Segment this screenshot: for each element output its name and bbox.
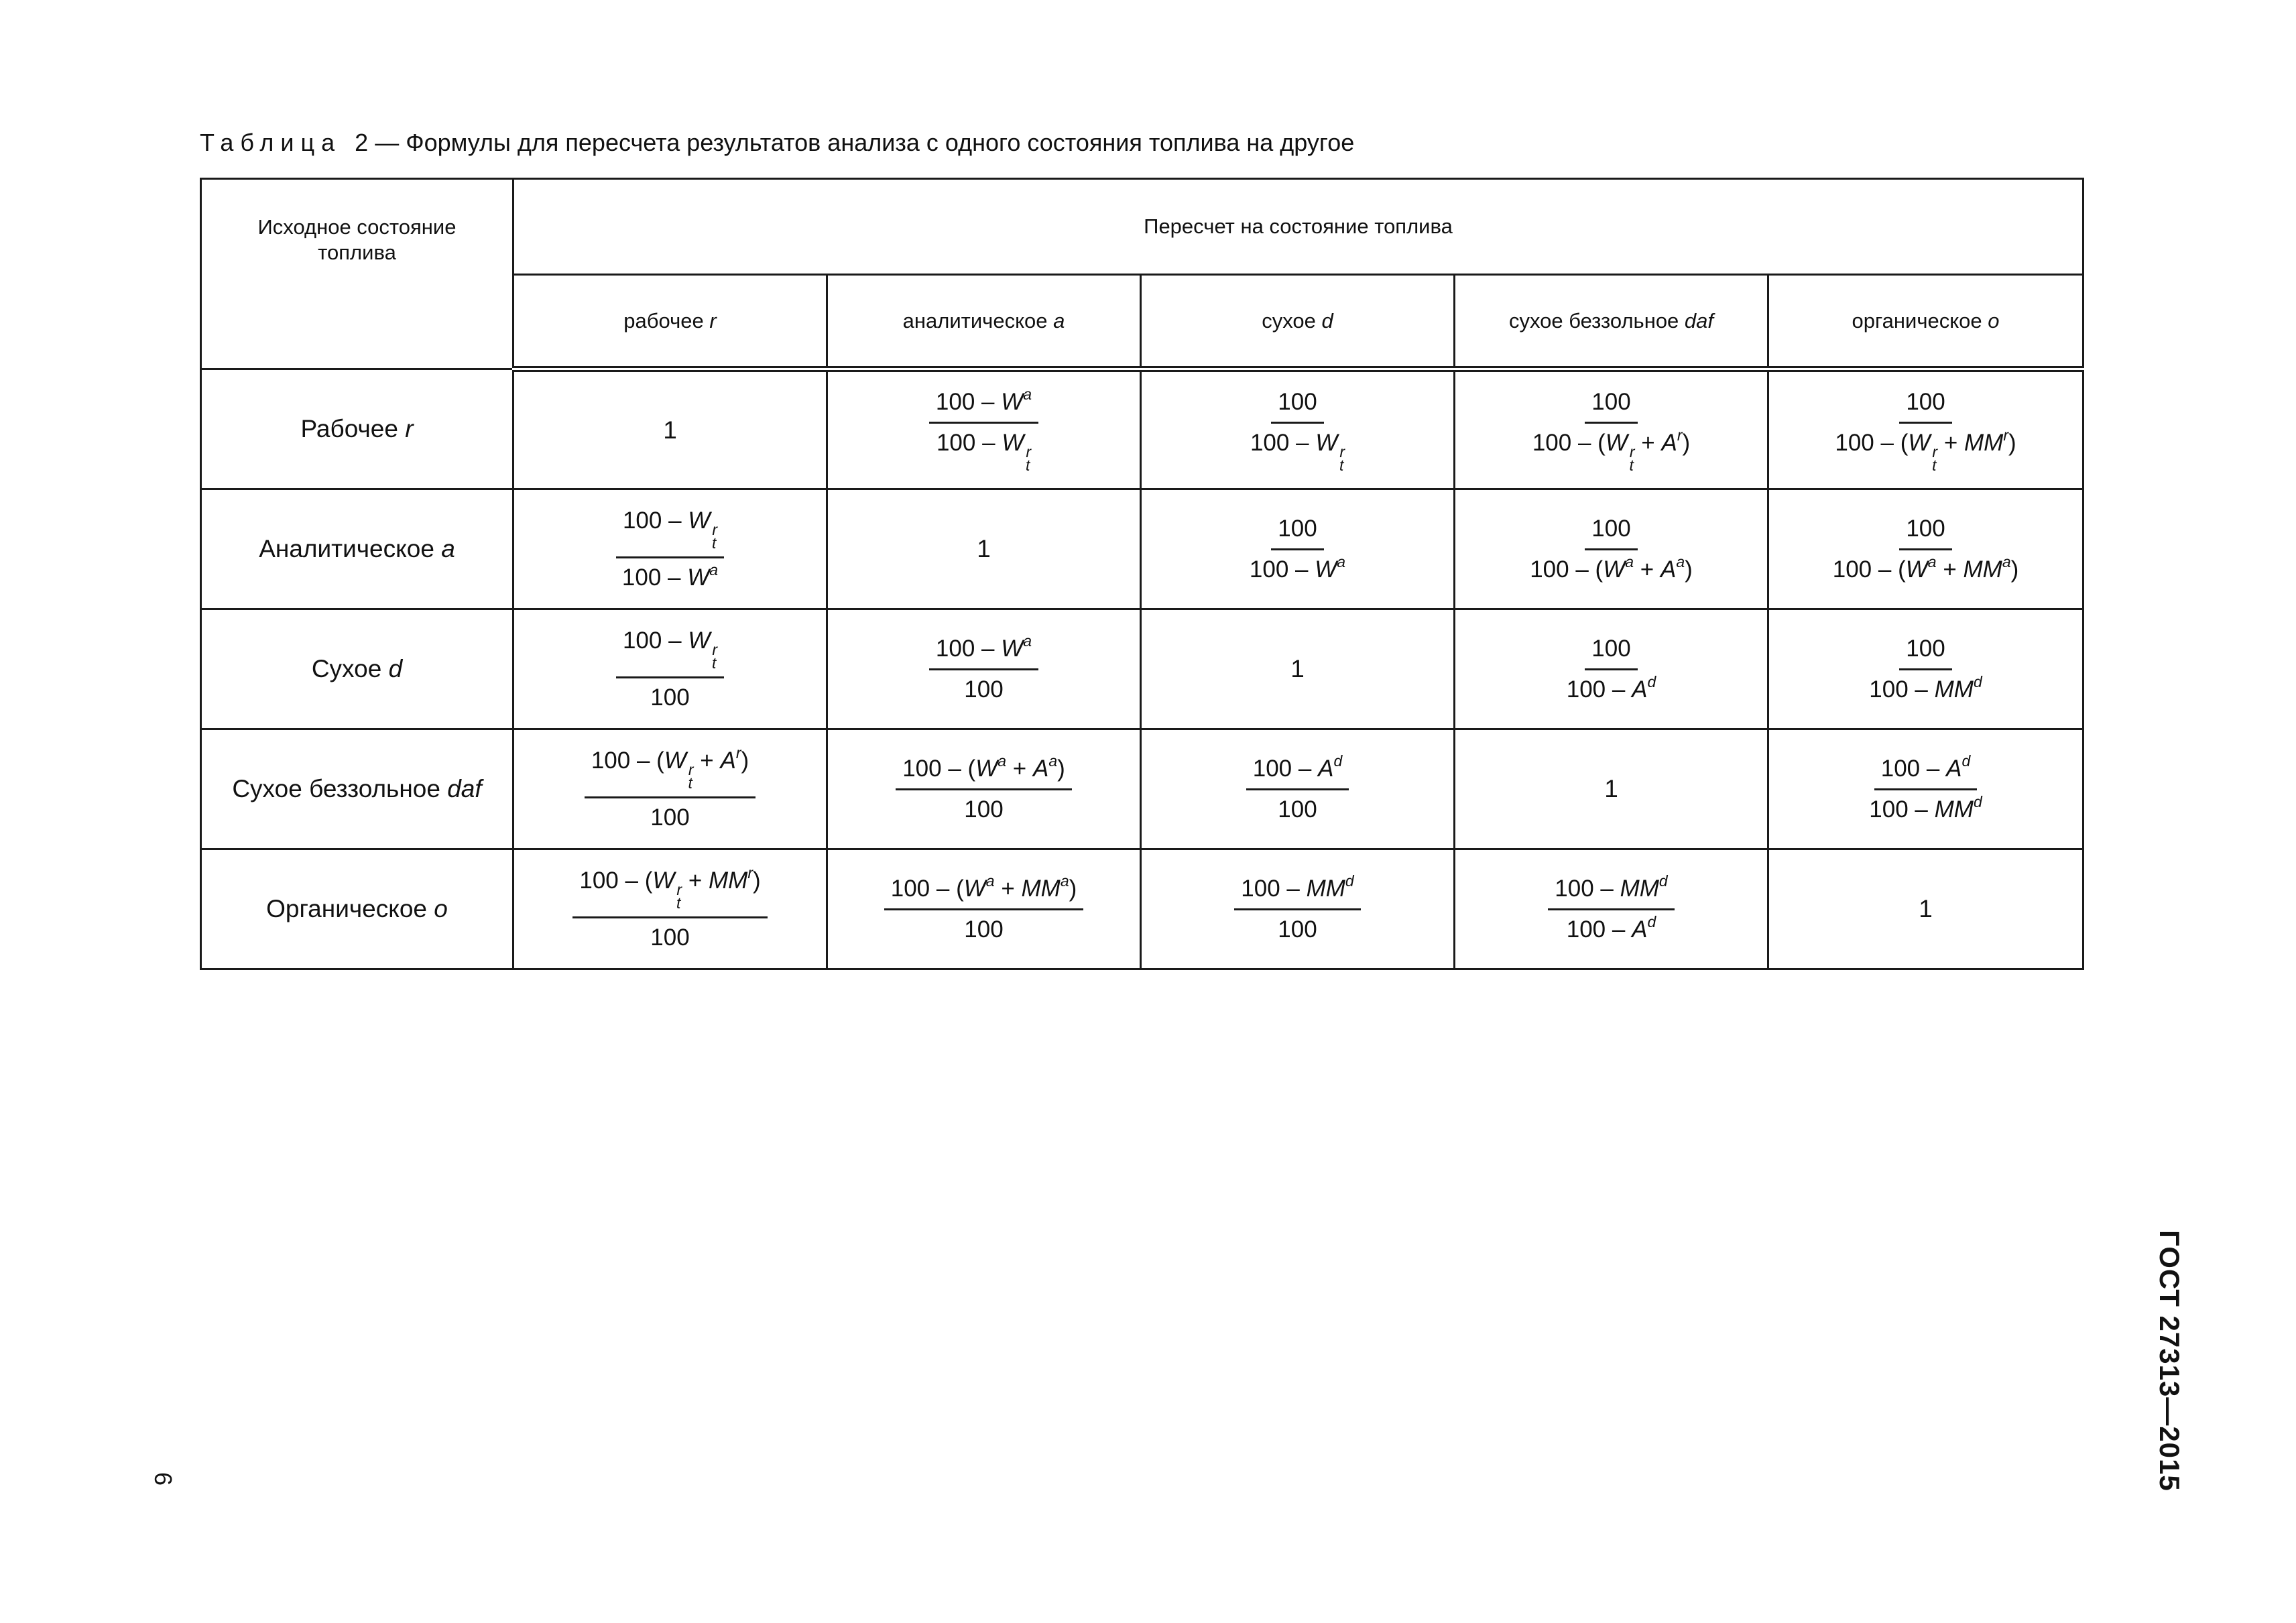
row-label-text: Рабочее	[300, 415, 398, 442]
denominator: 100	[1278, 916, 1317, 943]
numerator: 100	[1585, 516, 1637, 550]
denominator: 100	[964, 796, 1004, 823]
numerator: $100 - MM^d$	[1548, 876, 1674, 910]
fraction	[884, 872, 1084, 943]
cell-daf-r	[513, 729, 827, 849]
numerator: 100	[1271, 516, 1323, 550]
cell-d-o	[1768, 609, 2083, 729]
fraction	[896, 752, 1072, 823]
cell-a-d	[1141, 489, 1455, 609]
fraction	[1862, 636, 1988, 703]
header-col-symbol: daf	[1684, 308, 1714, 333]
row-label-text: Органическое	[266, 895, 427, 922]
header-col-label: рабочее	[623, 308, 704, 333]
cell-a-o	[1768, 489, 2083, 609]
header-col-label: аналитическое	[902, 308, 1048, 333]
fraction	[1826, 516, 2026, 583]
document-code: ГОСТ 27313—2015	[2154, 1230, 2185, 1492]
fraction	[572, 864, 767, 951]
numerator: $100 - (W^a + MM^a)$	[884, 876, 1084, 910]
cell-daf-a	[827, 729, 1141, 849]
denominator: 100	[964, 676, 1004, 703]
cell-d-r	[513, 609, 827, 729]
fraction	[1243, 516, 1352, 583]
numerator: $100 - W^a$	[929, 389, 1038, 424]
numerator: 100	[1899, 516, 1951, 550]
header-col-o	[1768, 275, 2083, 369]
denominator: 100 – W r t	[936, 429, 1032, 474]
row-label-symbol: a	[441, 535, 455, 562]
numerator: 100 – (W r t + $MM^r$)	[572, 868, 767, 918]
fraction	[929, 632, 1038, 703]
cell-daf-o	[1768, 729, 2083, 849]
row-label-daf	[201, 729, 513, 849]
header-col-a	[827, 275, 1141, 369]
numerator: $100 - MM^d$	[1234, 876, 1360, 910]
cell-one: 1	[977, 535, 991, 562]
cell-a-a	[827, 489, 1141, 609]
denominator: 100 – (W r t + $A^r$)	[1532, 426, 1691, 474]
fraction	[929, 385, 1038, 474]
denominator: 100	[650, 804, 690, 831]
cell-r-d	[1141, 369, 1455, 489]
fraction	[1862, 752, 1988, 823]
fraction	[1523, 516, 1699, 583]
header-col-symbol: a	[1053, 308, 1065, 333]
table-row	[201, 849, 2083, 969]
header-target-state-text: Пересчет на состояние топлива	[1144, 215, 1453, 238]
cell-o-daf	[1455, 849, 1768, 969]
cell-d-a	[827, 609, 1141, 729]
header-source-state-text: Исходное состояние топлива	[257, 215, 457, 264]
header-col-symbol: r	[709, 308, 717, 333]
numerator: 100 – W r t	[616, 628, 724, 678]
denominator: $100 - W^a$	[621, 561, 719, 591]
header-col-label: сухое беззольное	[1508, 308, 1679, 333]
numerator: 100	[1899, 636, 1951, 670]
row-label-symbol: daf	[447, 775, 482, 802]
row-label-a	[201, 489, 513, 609]
fraction	[1548, 872, 1674, 943]
cell-a-daf	[1455, 489, 1768, 609]
fraction	[1244, 389, 1351, 472]
header-col-label: сухое	[1262, 308, 1316, 333]
header-col-daf	[1455, 275, 1768, 369]
numerator: 100	[1585, 636, 1637, 670]
fraction	[1234, 872, 1360, 943]
denominator: $100 - MM^d$	[1869, 673, 1982, 703]
table-row	[201, 369, 2083, 489]
row-label-text: Аналитическое	[259, 535, 434, 562]
row-label-text: Сухое	[311, 655, 382, 682]
cell-daf-daf	[1455, 729, 1768, 849]
header-col-d	[1141, 275, 1455, 369]
denominator: $100 - (W^a + A^a)$	[1530, 553, 1693, 583]
fraction	[616, 628, 724, 711]
header-col-label: органическое	[1852, 308, 1982, 333]
numerator: 100 – (W r t + $A^r$)	[585, 748, 756, 798]
numerator: 100	[1585, 389, 1637, 424]
cell-r-r	[513, 369, 827, 489]
numerator: $100 - W^a$	[929, 636, 1038, 670]
cell-one: 1	[1290, 655, 1305, 682]
fraction	[585, 744, 756, 831]
fraction	[1560, 636, 1663, 703]
fraction	[615, 508, 725, 591]
table-row	[201, 729, 2083, 849]
denominator: 100 – W r t	[1250, 429, 1345, 474]
fraction	[1828, 389, 2022, 472]
cell-one: 1	[663, 416, 677, 444]
numerator: 100 – W r t	[616, 508, 724, 558]
denominator: $100 - (W^a + MM^a)$	[1832, 553, 2019, 583]
header-col-symbol: d	[1321, 308, 1333, 333]
cell-r-o	[1768, 369, 2083, 489]
caption-number: 2	[355, 129, 369, 156]
conversion-table	[200, 178, 2084, 970]
cell-a-r	[513, 489, 827, 609]
header-target-state	[513, 179, 2083, 275]
denominator: 100	[650, 684, 690, 711]
caption-dash: —	[375, 129, 400, 156]
table-row	[201, 489, 2083, 609]
denominator: $100 - W^a$	[1249, 553, 1346, 583]
header-col-r	[513, 275, 827, 369]
cell-d-daf	[1455, 609, 1768, 729]
header-source-state	[201, 179, 513, 369]
cell-one: 1	[1604, 775, 1618, 802]
cell-daf-d	[1141, 729, 1455, 849]
cell-o-r	[513, 849, 827, 969]
caption-text: Формулы для пересчета результатов анализа с одного состояния топлива на другое	[406, 129, 1355, 156]
denominator: 100	[1278, 796, 1317, 823]
denominator: $100 - MM^d$	[1869, 793, 1982, 823]
fraction	[1526, 389, 1697, 472]
row-label-d	[201, 609, 513, 729]
numerator: $100 - A^d$	[1246, 756, 1349, 790]
cell-o-d	[1141, 849, 1455, 969]
denominator: $100 - A^d$	[1566, 673, 1656, 703]
row-label-symbol: d	[388, 655, 403, 682]
denominator: $100 - A^d$	[1566, 913, 1656, 943]
numerator: 100	[1271, 389, 1323, 424]
table-row	[201, 609, 2083, 729]
numerator: $100 - (W^a + A^a)$	[896, 756, 1072, 790]
denominator: 100	[964, 916, 1004, 943]
cell-o-o	[1768, 849, 2083, 969]
row-label-text: Сухое беззольное	[232, 775, 440, 802]
row-label-symbol: r	[405, 415, 414, 442]
caption-label: Таблица	[200, 129, 342, 156]
row-label-r	[201, 369, 513, 489]
cell-d-d	[1141, 609, 1455, 729]
table-caption	[200, 129, 1354, 157]
cell-o-a	[827, 849, 1141, 969]
page-number: 6	[149, 1471, 178, 1486]
denominator: 100 – (W r t + $MM^r$)	[1835, 426, 2016, 474]
cell-r-a	[827, 369, 1141, 489]
cell-one: 1	[1919, 895, 1933, 922]
cell-r-daf	[1455, 369, 1768, 489]
fraction	[1246, 752, 1349, 823]
denominator: 100	[650, 924, 690, 951]
row-label-symbol: o	[434, 895, 448, 922]
row-label-o	[201, 849, 513, 969]
header-col-symbol: o	[1988, 308, 2000, 333]
numerator: 100	[1899, 389, 1951, 424]
numerator: $100 - A^d$	[1874, 756, 1978, 790]
